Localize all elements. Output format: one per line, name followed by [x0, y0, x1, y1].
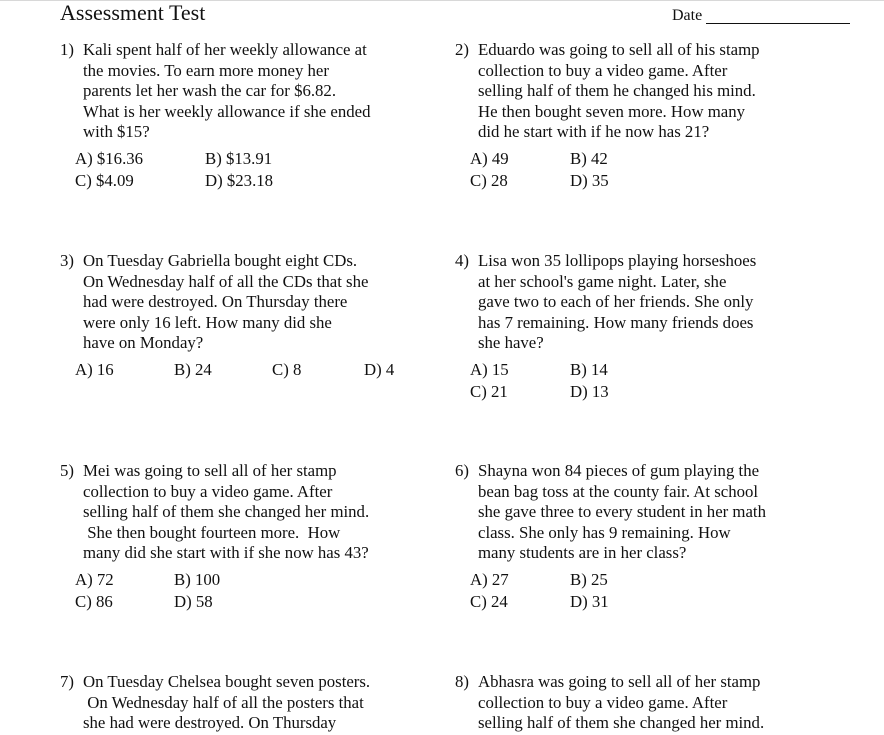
- page-title: Assessment Test: [60, 0, 206, 25]
- question-line: selling half of them she changed her mind.: [478, 713, 765, 733]
- date-label: Date: [672, 7, 703, 24]
- question-text: [478, 40, 808, 143]
- question-line: Shayna won 84 pieces of gum playing the: [478, 461, 760, 480]
- question-line: she had were destroyed. On Thursday: [83, 713, 337, 733]
- question-line: did he start with if he now has 21?: [478, 122, 710, 142]
- question-line: On Tuesday Gabriella bought eight CDs.: [83, 251, 358, 270]
- question-text: [478, 461, 808, 564]
- question-line: collection to buy a video game. After: [478, 692, 728, 712]
- answer-option-a[interactable]: A) 15: [470, 360, 509, 379]
- answer-option-a[interactable]: A) 72: [75, 570, 114, 589]
- question-line: have on Monday?: [83, 333, 204, 353]
- question-text: [478, 251, 808, 354]
- answer-option-a[interactable]: A) 16: [75, 360, 114, 379]
- answer-option-a[interactable]: A) 49: [470, 149, 509, 168]
- question-line: at her school's game night. Later, she: [478, 271, 727, 291]
- answer-option-c[interactable]: C) 24: [470, 592, 508, 611]
- question-text: [83, 40, 413, 143]
- answer-option-b[interactable]: B) $13.91: [205, 149, 273, 168]
- question-line: were only 16 left. How many did she: [83, 312, 332, 332]
- question-line: He then bought seven more. How many: [478, 101, 746, 121]
- answer-option-d[interactable]: D) 4: [364, 360, 395, 379]
- question-line: she gave three to every student in her math: [478, 502, 766, 522]
- question-line: had were destroyed. On Thursday there: [83, 292, 348, 312]
- question-number: 6): [455, 461, 469, 480]
- answer-option-d[interactable]: D) 58: [174, 592, 213, 611]
- question-text: [83, 672, 413, 734]
- question-line: she have?: [478, 333, 544, 353]
- question-line: Lisa won 35 lollipops playing horseshoes: [478, 251, 757, 270]
- question-line: bean bag toss at the county fair. At school: [478, 481, 759, 501]
- question-number: 5): [60, 461, 74, 480]
- answer-option-c[interactable]: C) $4.09: [75, 171, 134, 190]
- answer-option-d[interactable]: D) $23.18: [205, 171, 274, 190]
- question-line: with $15?: [83, 122, 150, 142]
- question-line: On Tuesday Chelsea bought seven posters.: [83, 672, 371, 691]
- answer-option-b[interactable]: B) 42: [570, 149, 608, 168]
- answer-option-c[interactable]: C) 86: [75, 592, 113, 611]
- question-line: the movies. To earn more money her: [83, 60, 329, 80]
- question-number: 3): [60, 251, 74, 270]
- question-number: 8): [455, 672, 469, 691]
- question-line: has 7 remaining. How many friends does: [478, 312, 754, 332]
- question-number: 1): [60, 40, 74, 59]
- question-number: 4): [455, 251, 469, 270]
- answer-option-d[interactable]: D) 35: [570, 171, 609, 190]
- question-line: Abhasra was going to sell all of her stamp: [478, 672, 761, 691]
- answer-option-d[interactable]: D) 31: [570, 592, 609, 611]
- question-line: collection to buy a video game. After: [83, 481, 333, 501]
- question-text: [478, 672, 808, 734]
- question-text: [83, 251, 413, 354]
- question-line: Kali spent half of her weekly allowance at: [83, 40, 367, 59]
- answer-option-d[interactable]: D) 13: [570, 382, 609, 401]
- question-line: gave two to each of her friends. She only: [478, 292, 754, 312]
- question-line: parents let her wash the car for $6.82.: [83, 81, 337, 101]
- answer-option-b[interactable]: B) 100: [174, 570, 221, 589]
- question-line: What is her weekly allowance if she ended: [83, 101, 371, 121]
- question-line: selling half of them she changed her mind.: [83, 502, 370, 522]
- answer-option-c[interactable]: C) 28: [470, 171, 508, 190]
- question-number: 2): [455, 40, 469, 59]
- answer-option-c[interactable]: C) 8: [272, 360, 302, 379]
- question-number: 7): [60, 672, 74, 691]
- question-line: She then bought fourteen more. How: [83, 522, 341, 542]
- question-line: collection to buy a video game. After: [478, 60, 728, 80]
- question-line: many did she start with if she now has 43?: [83, 543, 369, 563]
- question-line: selling half of them he changed his mind.: [478, 81, 756, 101]
- date-blank-line[interactable]: [706, 23, 850, 24]
- question-line: On Wednesday half of all the CDs that she: [83, 271, 369, 291]
- answer-option-b[interactable]: B) 14: [570, 360, 608, 379]
- answer-option-a[interactable]: A) 27: [470, 570, 509, 589]
- question-line: Mei was going to sell all of her stamp: [83, 461, 337, 480]
- question-line: many students are in her class?: [478, 543, 687, 563]
- answer-option-b[interactable]: B) 24: [174, 360, 212, 379]
- answer-option-b[interactable]: B) 25: [570, 570, 608, 589]
- question-line: class. She only has 9 remaining. How: [478, 522, 731, 542]
- answer-option-a[interactable]: A) $16.36: [75, 149, 144, 168]
- question-line: Eduardo was going to sell all of his stamp: [478, 40, 760, 59]
- answer-option-c[interactable]: C) 21: [470, 382, 508, 401]
- question-text: [83, 461, 413, 564]
- question-line: On Wednesday half of all the posters that: [83, 692, 364, 712]
